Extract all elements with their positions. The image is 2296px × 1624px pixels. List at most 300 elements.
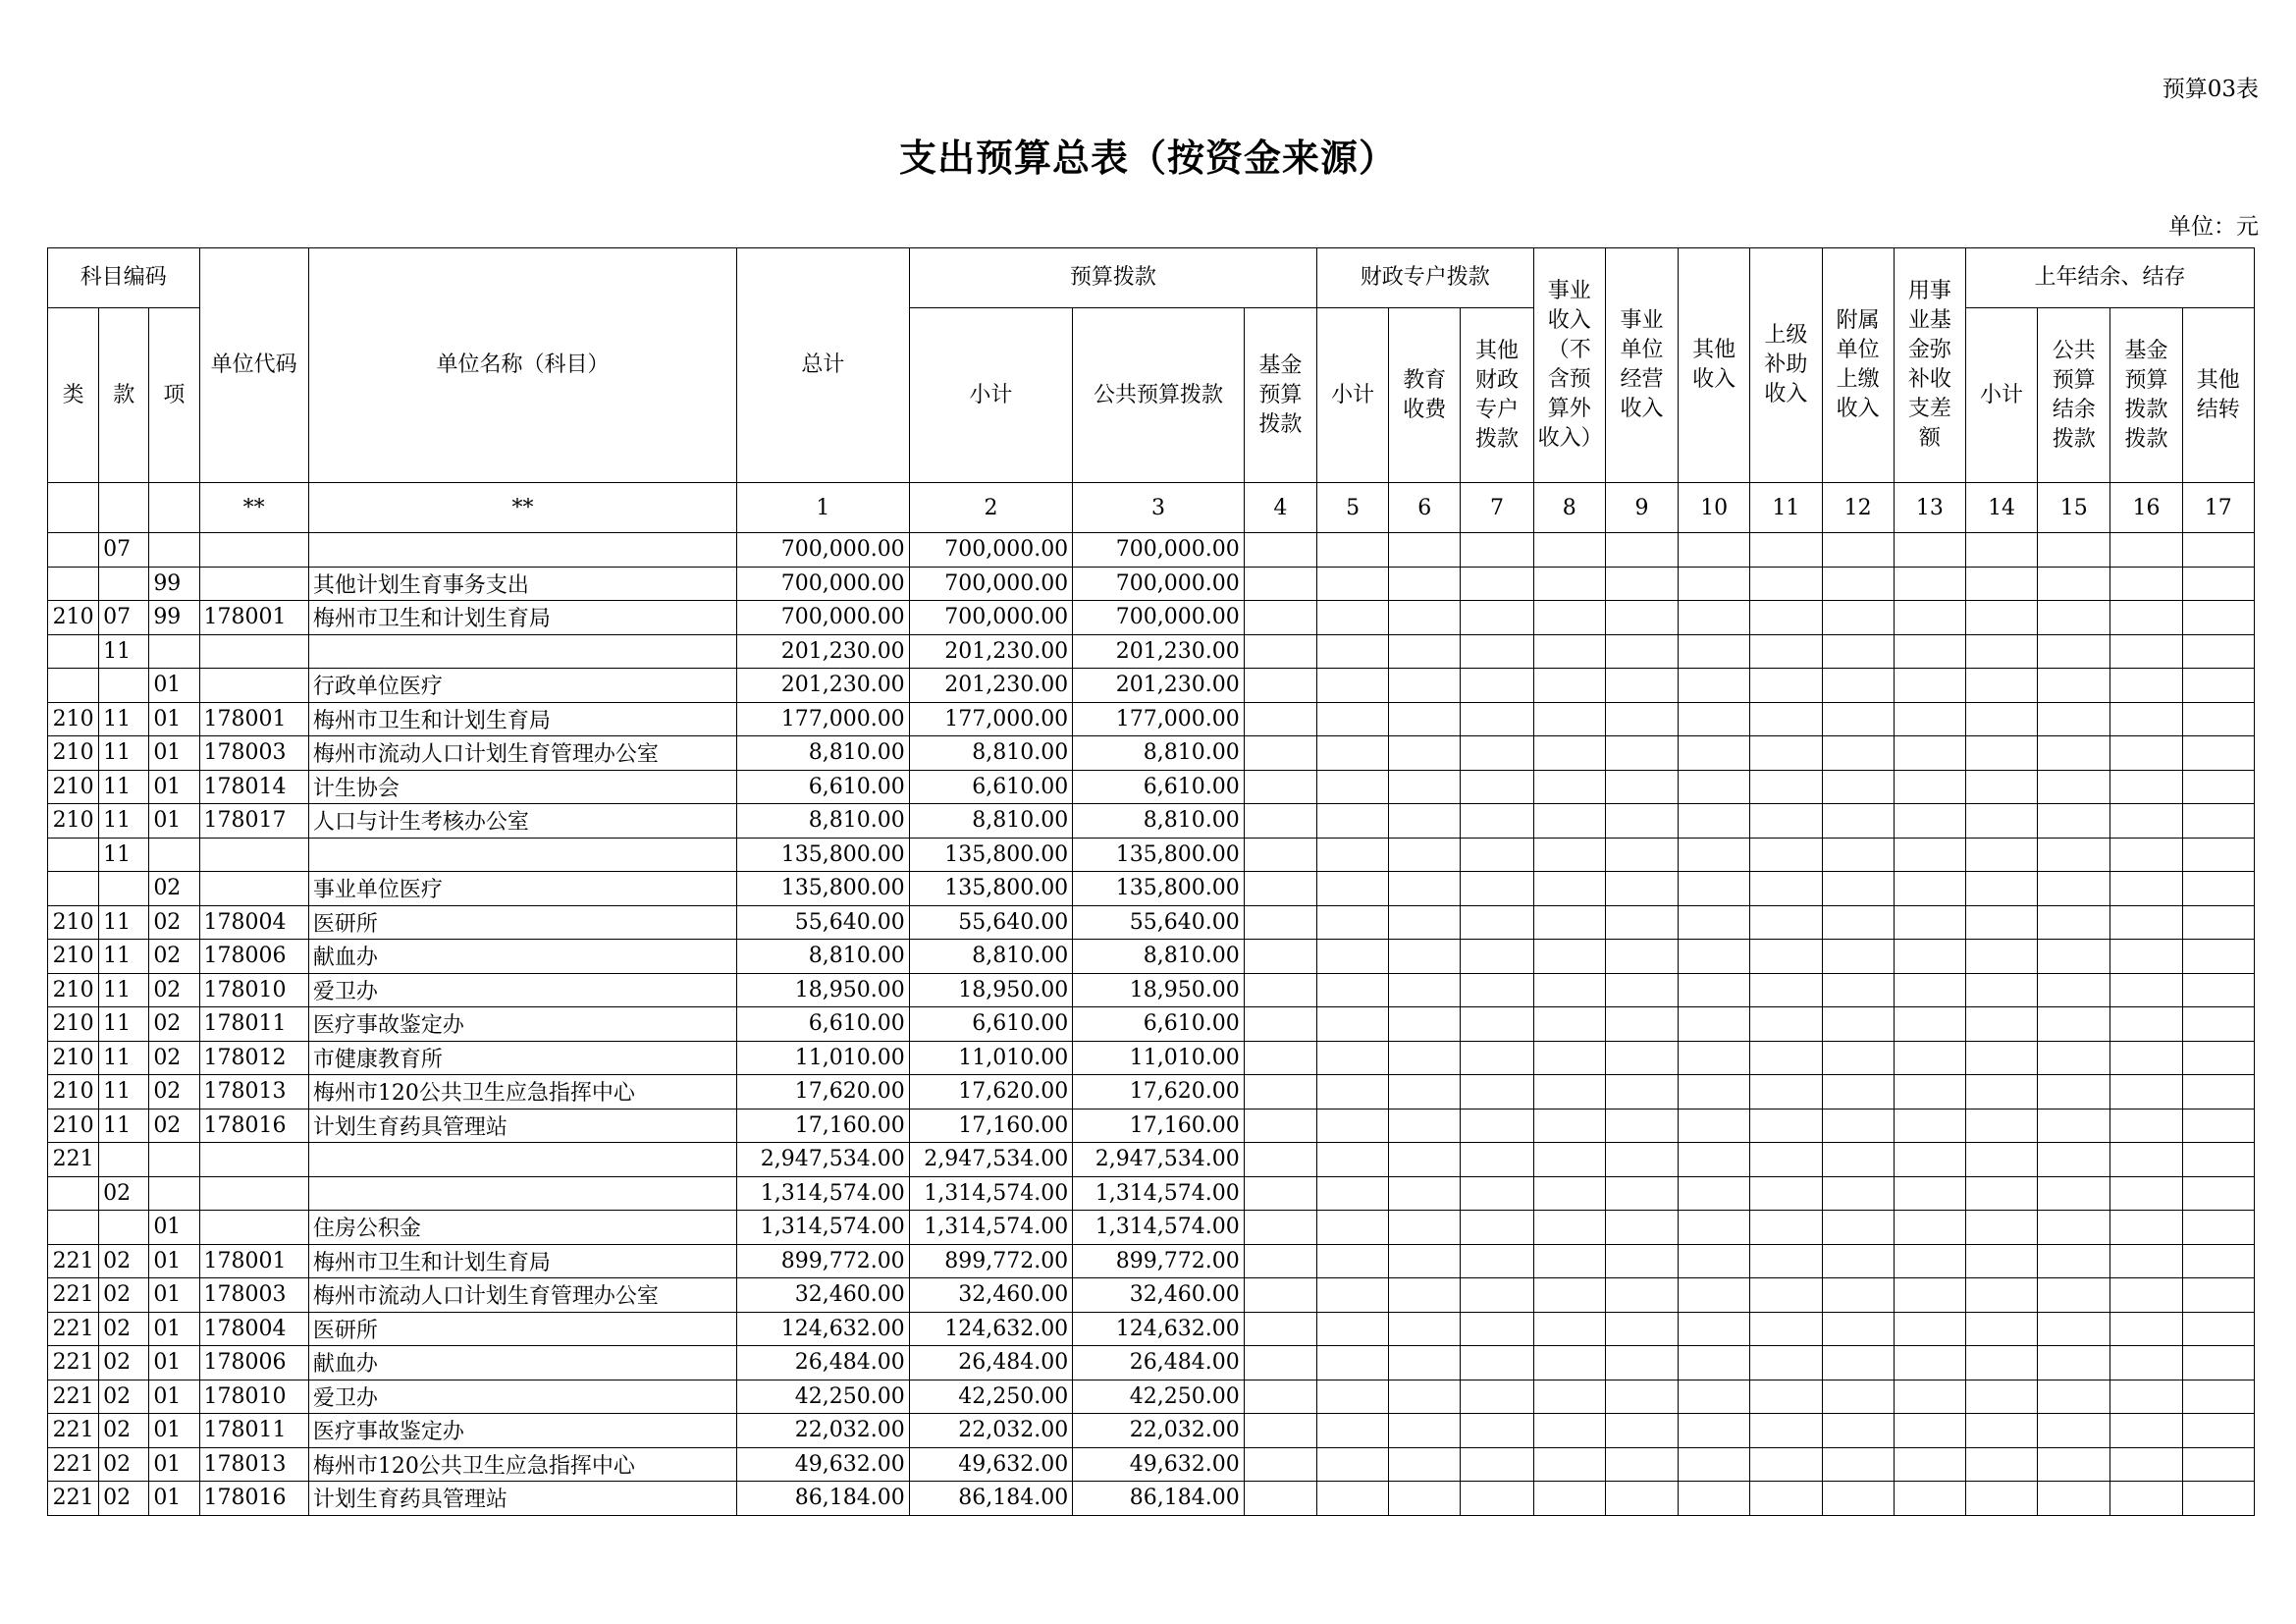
row-unit-code: 178001 [199,1244,308,1278]
row-unit-code: 178010 [199,1380,308,1414]
row-unit-name: 梅州市卫生和计划生育局 [308,702,736,736]
empty-cell [1316,1346,1388,1380]
empty-cell [2182,1482,2254,1516]
row-budget-public: 124,632.00 [1073,1312,1245,1346]
empty-cell [2182,736,2254,771]
row-total: 124,632.00 [737,1312,910,1346]
row-budget-public: 17,160.00 [1073,1109,1245,1143]
empty-cell [2110,567,2182,601]
table-row [48,702,2255,736]
row-total: 135,800.00 [737,872,910,906]
header-subject-code: 科目编码 [48,248,200,308]
row-kuan [99,567,149,601]
empty-cell [1679,702,1750,736]
empty-cell [1244,1414,1316,1448]
empty-cell [1679,1447,1750,1482]
row-unit-name [308,533,736,568]
empty-cell [1244,1346,1316,1380]
empty-cell [1965,1278,2037,1313]
row-unit-code: 178001 [199,702,308,736]
empty-cell [1894,1109,1965,1143]
table-row [48,1414,2255,1448]
header-budget-subtotal: 小计 [909,308,1073,483]
table-row [48,1109,2255,1143]
empty-cell [1894,1007,1965,1042]
empty-cell [1389,1244,1461,1278]
empty-cell [1533,1075,1605,1110]
row-budget-subtotal: 135,800.00 [909,872,1073,906]
row-budget-public: 177,000.00 [1073,702,1245,736]
row-total: 2,947,534.00 [737,1143,910,1177]
empty-cell [2182,1211,2254,1245]
empty-cell [1605,770,1678,804]
row-kuan: 02 [99,1176,149,1211]
empty-cell [1461,905,1533,940]
empty-cell [1461,770,1533,804]
empty-cell [1244,702,1316,736]
row-unit-code: 178006 [199,940,308,974]
empty-cell [1750,601,1822,635]
empty-cell [2182,1143,2254,1177]
row-unit-code [199,634,308,669]
empty-cell [1533,905,1605,940]
empty-cell [1533,1007,1605,1042]
row-unit-name [308,1176,736,1211]
row-unit-code: 178016 [199,1482,308,1516]
empty-cell [1965,1482,2037,1516]
empty-cell [1605,1447,1678,1482]
row-lei: 210 [48,702,99,736]
empty-cell [1605,940,1678,974]
empty-cell [1965,838,2037,872]
row-unit-name: 爱卫办 [308,973,736,1007]
empty-cell [2182,1278,2254,1313]
empty-cell [1894,1346,1965,1380]
header-special-other: 其他财政专户拨款 [1461,308,1533,483]
table-row [48,905,2255,940]
budget-table-body [48,483,2255,1516]
empty-cell [1316,1414,1388,1448]
empty-cell [1316,1143,1388,1177]
empty-cell [2182,1380,2254,1414]
empty-cell [2182,601,2254,635]
table-row [48,601,2255,635]
empty-cell [2038,669,2110,703]
empty-cell [1965,736,2037,771]
row-budget-public: 32,460.00 [1073,1278,1245,1313]
empty-cell [2038,973,2110,1007]
empty-cell [1533,1143,1605,1177]
row-unit-code [199,1143,308,1177]
empty-cell [1965,1211,2037,1245]
row-budget-public: 135,800.00 [1073,838,1245,872]
empty-cell [2110,1447,2182,1482]
row-total: 42,250.00 [737,1380,910,1414]
header-superior-subsidy: 上级补助收入 [1750,248,1822,483]
empty-cell [1894,1380,1965,1414]
empty-cell [2038,1380,2110,1414]
empty-cell [1389,1447,1461,1482]
row-lei: 221 [48,1143,99,1177]
row-xiang: 01 [149,1482,199,1516]
row-xiang: 02 [149,1075,199,1110]
page-title: 支出预算总表（按资金来源） [898,135,1397,180]
empty-cell [2182,973,2254,1007]
empty-cell [1389,1109,1461,1143]
empty-cell [1822,601,1894,635]
empty-cell [1894,973,1965,1007]
row-unit-code: 178004 [199,905,308,940]
row-xiang [149,838,199,872]
index-number: 7 [1461,483,1533,533]
empty-cell [2182,702,2254,736]
empty-cell [1605,1312,1678,1346]
empty-cell [2110,872,2182,906]
empty-cell [1965,1007,2037,1042]
empty-cell [1316,533,1388,568]
row-unit-code: 178013 [199,1075,308,1110]
row-kuan: 02 [99,1447,149,1482]
row-budget-subtotal: 49,632.00 [909,1447,1073,1482]
empty-cell [1750,634,1822,669]
row-kuan: 11 [99,1109,149,1143]
empty-cell [1461,669,1533,703]
table-row [48,1447,2255,1482]
empty-cell [1316,1007,1388,1042]
row-xiang: 99 [149,567,199,601]
row-kuan [99,1143,149,1177]
empty-cell [1605,838,1678,872]
empty-cell [1894,669,1965,703]
empty-cell [1244,872,1316,906]
row-lei: 221 [48,1312,99,1346]
empty-cell [1461,1041,1533,1075]
empty-cell [2110,1346,2182,1380]
empty-cell [2038,838,2110,872]
empty-cell [1533,634,1605,669]
empty-cell [2038,601,2110,635]
empty-cell [1750,669,1822,703]
empty-cell [1894,1075,1965,1110]
row-lei: 210 [48,1075,99,1110]
empty-cell [1244,1278,1316,1313]
row-unit-code: 178011 [199,1007,308,1042]
empty-cell [2182,838,2254,872]
row-unit-name: 献血办 [308,940,736,974]
empty-cell [1750,1244,1822,1278]
row-unit-name: 行政单位医疗 [308,669,736,703]
empty-cell [1822,770,1894,804]
empty-cell [2110,1482,2182,1516]
row-budget-public: 1,314,574.00 [1073,1176,1245,1211]
empty-cell [1965,1244,2037,1278]
row-unit-code [199,1176,308,1211]
row-total: 17,160.00 [737,1109,910,1143]
empty-cell [1389,973,1461,1007]
empty-cell [2038,770,2110,804]
row-unit-name [308,838,736,872]
header-budget-fund: 基金预算拨款 [1244,308,1316,483]
empty-cell [2110,905,2182,940]
empty-cell [1316,601,1388,635]
table-row [48,567,2255,601]
table-row [48,1482,2255,1516]
empty-cell [2110,533,2182,568]
empty-cell [1965,702,2037,736]
row-lei [48,1211,99,1245]
empty-cell [1750,973,1822,1007]
row-budget-subtotal: 1,314,574.00 [909,1211,1073,1245]
row-unit-code [199,1211,308,1245]
row-budget-public: 49,632.00 [1073,1447,1245,1482]
row-lei: 210 [48,940,99,974]
row-kuan: 11 [99,736,149,771]
header-xiang: 项 [149,308,199,483]
empty-cell [1316,872,1388,906]
empty-cell [1461,1414,1533,1448]
empty-cell [1679,1041,1750,1075]
index-number: 12 [1822,483,1894,533]
row-budget-public: 201,230.00 [1073,669,1245,703]
empty-cell [2110,1278,2182,1313]
row-budget-public: 700,000.00 [1073,533,1245,568]
empty-cell [1316,669,1388,703]
header-total: 总计 [737,248,910,483]
row-xiang: 01 [149,770,199,804]
form-code: 预算03表 [2162,77,2259,102]
empty-cell [1679,1176,1750,1211]
row-xiang: 02 [149,940,199,974]
row-budget-subtotal: 700,000.00 [909,533,1073,568]
row-total: 700,000.00 [737,567,910,601]
row-lei: 221 [48,1414,99,1448]
empty-cell [2038,533,2110,568]
row-xiang: 02 [149,905,199,940]
row-kuan: 11 [99,804,149,839]
row-budget-subtotal: 11,010.00 [909,1041,1073,1075]
empty-cell [1316,838,1388,872]
empty-cell [1533,940,1605,974]
empty-cell [1533,1041,1605,1075]
header-special-edu: 教育收费 [1389,308,1461,483]
empty-cell [1894,770,1965,804]
row-total: 1,314,574.00 [737,1211,910,1245]
row-unit-name: 医研所 [308,905,736,940]
empty-cell [2182,1312,2254,1346]
row-total: 201,230.00 [737,634,910,669]
empty-cell [1605,601,1678,635]
empty-cell [1965,905,2037,940]
empty-cell [1822,1244,1894,1278]
empty-cell [2110,634,2182,669]
empty-cell [2038,1482,2110,1516]
empty-cell [1750,1380,1822,1414]
row-xiang: 01 [149,1346,199,1380]
index-number: 5 [1316,483,1388,533]
empty-cell [1316,567,1388,601]
row-lei: 210 [48,973,99,1007]
table-row [48,1211,2255,1245]
table-row [48,940,2255,974]
empty-cell [2110,770,2182,804]
row-budget-subtotal: 8,810.00 [909,804,1073,839]
empty-cell [1822,567,1894,601]
row-unit-name: 其他计划生育事务支出 [308,567,736,601]
empty-cell [1822,940,1894,974]
empty-cell [1679,1346,1750,1380]
row-unit-name: 事业单位医疗 [308,872,736,906]
empty-cell [1965,770,2037,804]
empty-cell [1750,1414,1822,1448]
empty-cell [1533,1211,1605,1245]
row-budget-subtotal: 6,610.00 [909,770,1073,804]
empty-cell [2038,1176,2110,1211]
row-unit-name: 计生协会 [308,770,736,804]
table-row [48,1007,2255,1042]
empty-cell [1679,736,1750,771]
row-budget-subtotal: 22,032.00 [909,1414,1073,1448]
empty-cell [1750,1109,1822,1143]
empty-cell [1389,1211,1461,1245]
empty-cell [1389,567,1461,601]
row-kuan: 11 [99,973,149,1007]
row-xiang: 01 [149,1244,199,1278]
empty-cell [1965,1109,2037,1143]
row-budget-subtotal: 1,314,574.00 [909,1176,1073,1211]
empty-cell [2038,905,2110,940]
empty-cell [1965,1176,2037,1211]
row-xiang: 01 [149,1211,199,1245]
empty-cell [1894,804,1965,839]
empty-cell [2182,634,2254,669]
empty-cell [2038,872,2110,906]
empty-cell [1822,1447,1894,1482]
empty-cell [1822,1380,1894,1414]
row-budget-public: 26,484.00 [1073,1346,1245,1380]
row-xiang [149,1143,199,1177]
row-lei: 210 [48,1007,99,1042]
row-xiang: 02 [149,973,199,1007]
row-xiang: 99 [149,601,199,635]
row-kuan: 02 [99,1346,149,1380]
empty-cell [1965,1380,2037,1414]
row-unit-code: 178004 [199,1312,308,1346]
empty-cell [1965,973,2037,1007]
empty-cell [1822,1007,1894,1042]
empty-cell [1750,533,1822,568]
row-unit-name: 计划生育药具管理站 [308,1109,736,1143]
empty-cell [1389,1346,1461,1380]
index-number: 10 [1679,483,1750,533]
header-carry-fund: 基金预算拨款拨款 [2110,308,2182,483]
row-unit-code: 178001 [199,601,308,635]
empty-cell [1605,533,1678,568]
row-total: 1,314,574.00 [737,1176,910,1211]
empty-cell [1244,1244,1316,1278]
index-row [48,483,2255,533]
row-lei: 210 [48,804,99,839]
header-kuan: 款 [99,308,149,483]
empty-cell [2182,1414,2254,1448]
empty-cell [2110,1380,2182,1414]
row-budget-subtotal: 201,230.00 [909,634,1073,669]
row-budget-subtotal: 55,640.00 [909,905,1073,940]
empty-cell [1244,940,1316,974]
empty-cell [1461,1075,1533,1110]
empty-cell [1605,872,1678,906]
row-total: 8,810.00 [737,940,910,974]
empty-cell [1244,1143,1316,1177]
row-kuan: 02 [99,1380,149,1414]
empty-cell [1533,567,1605,601]
table-row [48,872,2255,906]
empty-cell [1244,669,1316,703]
row-unit-code: 178013 [199,1447,308,1482]
row-budget-subtotal: 124,632.00 [909,1312,1073,1346]
empty-cell [1244,905,1316,940]
empty-cell [1750,1278,1822,1313]
row-lei: 210 [48,905,99,940]
empty-cell [1679,940,1750,974]
empty-cell [1605,1414,1678,1448]
empty-cell [1244,1176,1316,1211]
row-unit-code [199,567,308,601]
header-lei: 类 [48,308,99,483]
empty-cell [2110,1143,2182,1177]
empty-cell [1894,872,1965,906]
row-lei [48,533,99,568]
empty-cell [2038,1041,2110,1075]
empty-cell [1894,1482,1965,1516]
row-unit-code: 178012 [199,1041,308,1075]
row-budget-public: 1,314,574.00 [1073,1211,1245,1245]
empty-cell [1244,1075,1316,1110]
row-budget-public: 22,032.00 [1073,1414,1245,1448]
empty-cell [2182,1346,2254,1380]
row-total: 55,640.00 [737,905,910,940]
empty-cell [2182,1075,2254,1110]
row-xiang: 01 [149,1414,199,1448]
row-lei: 221 [48,1482,99,1516]
empty-cell [1894,1244,1965,1278]
row-lei: 210 [48,770,99,804]
empty-cell [1605,905,1678,940]
table-row [48,669,2255,703]
empty-cell [1822,533,1894,568]
empty-cell [1316,1176,1388,1211]
empty-cell [1389,1482,1461,1516]
empty-cell [1965,567,2037,601]
table-row [48,1380,2255,1414]
empty-cell [1750,567,1822,601]
empty-cell [2038,567,2110,601]
row-unit-code: 178003 [199,736,308,771]
row-budget-subtotal: 42,250.00 [909,1380,1073,1414]
empty-cell [1316,1278,1388,1313]
empty-cell [1389,702,1461,736]
empty-cell [1822,973,1894,1007]
row-total: 8,810.00 [737,736,910,771]
empty-cell [2038,1447,2110,1482]
row-budget-public: 700,000.00 [1073,601,1245,635]
empty-cell [1679,1482,1750,1516]
empty-cell [1316,905,1388,940]
index-number: 2 [909,483,1073,533]
empty-cell [1244,1109,1316,1143]
empty-cell [1533,1176,1605,1211]
row-unit-code [199,872,308,906]
empty-cell [1389,1176,1461,1211]
